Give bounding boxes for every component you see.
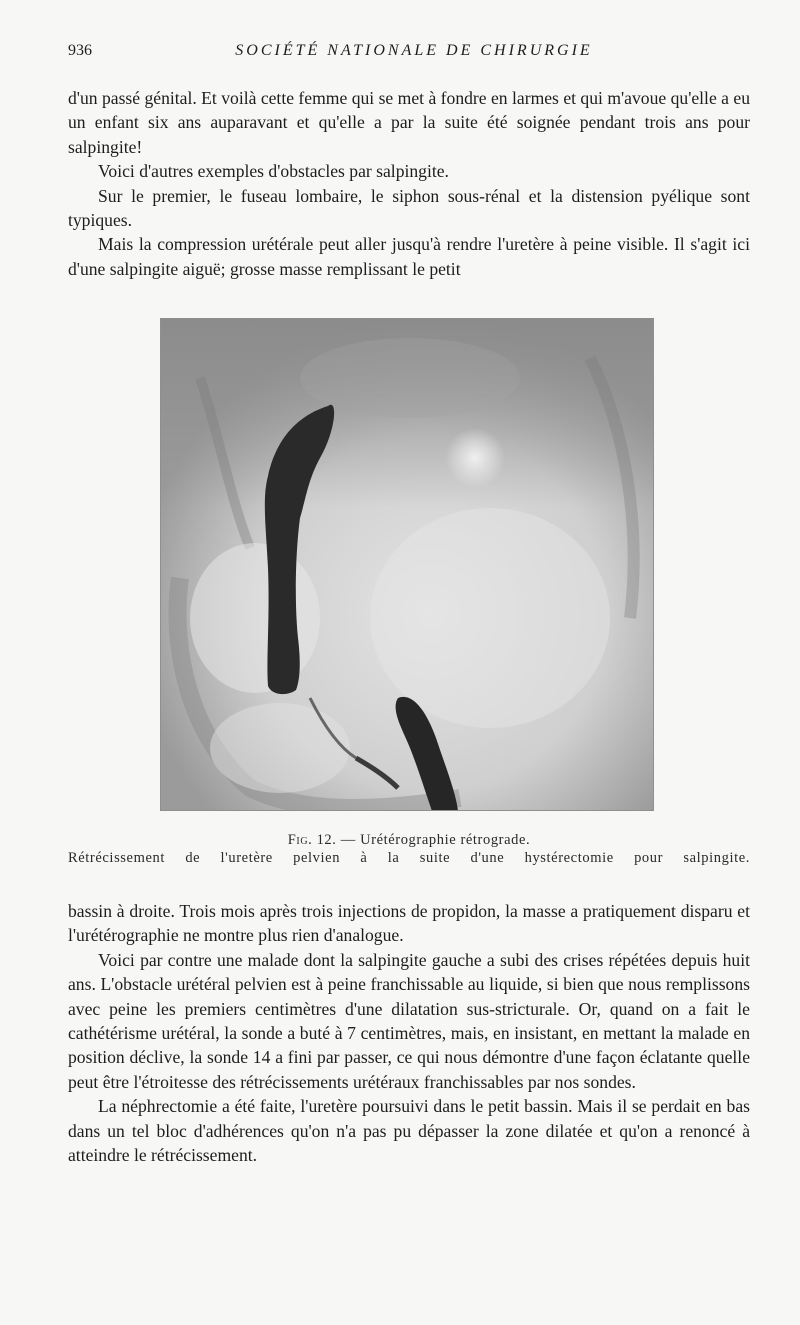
- paragraph: Voici d'autres exemples d'obstacles par salpingite.: [98, 161, 449, 182]
- figure-caption-title: Fig. 12. — Urétérographie rétrograde.: [287, 832, 531, 848]
- journal-title: SOCIÉTÉ NATIONALE DE CHIRURGIE: [235, 42, 593, 59]
- paragraph: Mais la compression urétérale peut aller jusqu'à rendre l'uretère à peine visible. Il s'agit ici d'une salpingite aiguë; grosse masse remplissant le petit: [68, 234, 750, 279]
- body-text-bottom: [68, 899, 750, 1167]
- page-number: 936: [68, 42, 92, 59]
- figure-label: Fig. 12.: [287, 832, 337, 848]
- paragraph: La néphrectomie a été faite, l'uretère poursuivi dans le petit bassin. Mais il se perdait en bas dans un tel bloc d'adhérences qu'on n'a pas pu dépasser la zone dilatée et qu'on a renoncé à atteindre le rétrécissement.: [68, 1096, 750, 1166]
- running-head: [68, 42, 750, 64]
- paragraph: Sur le premier, le fuseau lombaire, le siphon sous-rénal et la distension pyélique sont typiques.: [68, 185, 750, 231]
- paragraph: bassin à droite. Trois mois après trois injections de propidon, la masse a pratiquement disparu et l'urétérographie ne montre plus rien d'analogue.: [68, 901, 750, 946]
- body-text-top: [68, 86, 750, 281]
- paragraph: d'un passé génital. Et voilà cette femme qui se met à fondre en larmes et qui m'avoue qu'elle a eu un enfant six ans auparavant et qu'elle a par la suite été soignée pendant trois ans pour salpingite!: [68, 88, 750, 157]
- xray-figure: [160, 318, 654, 811]
- figure-title: Urétérographie rétrograde.: [360, 832, 531, 848]
- paragraph: Voici par contre une malade dont la salpingite gauche a subi des crises répétées depuis huit ans. L'obstacle urétéral pelvien est à peine franchissable au liquide, si bien que nous remplissons avec peine les premiers centimètres d'une dilatation sus-stricturale. Or, quand on a fait le cathétérisme urétéral, la sonde a buté à 7 centimètres, mais, en insistant, en mettant la malade en position déclive, la sonde 14 a fini par passer, ce qui nous démontre d'une façon éclatante quelle peut être l'étroitesse des rétrécissements urétéraux franchissables par nos sondes.: [68, 949, 750, 1092]
- figure-caption-text: Rétrécissement de l'uretère pelvien à la suite d'une hystérectomie pour salpingite.: [68, 850, 750, 866]
